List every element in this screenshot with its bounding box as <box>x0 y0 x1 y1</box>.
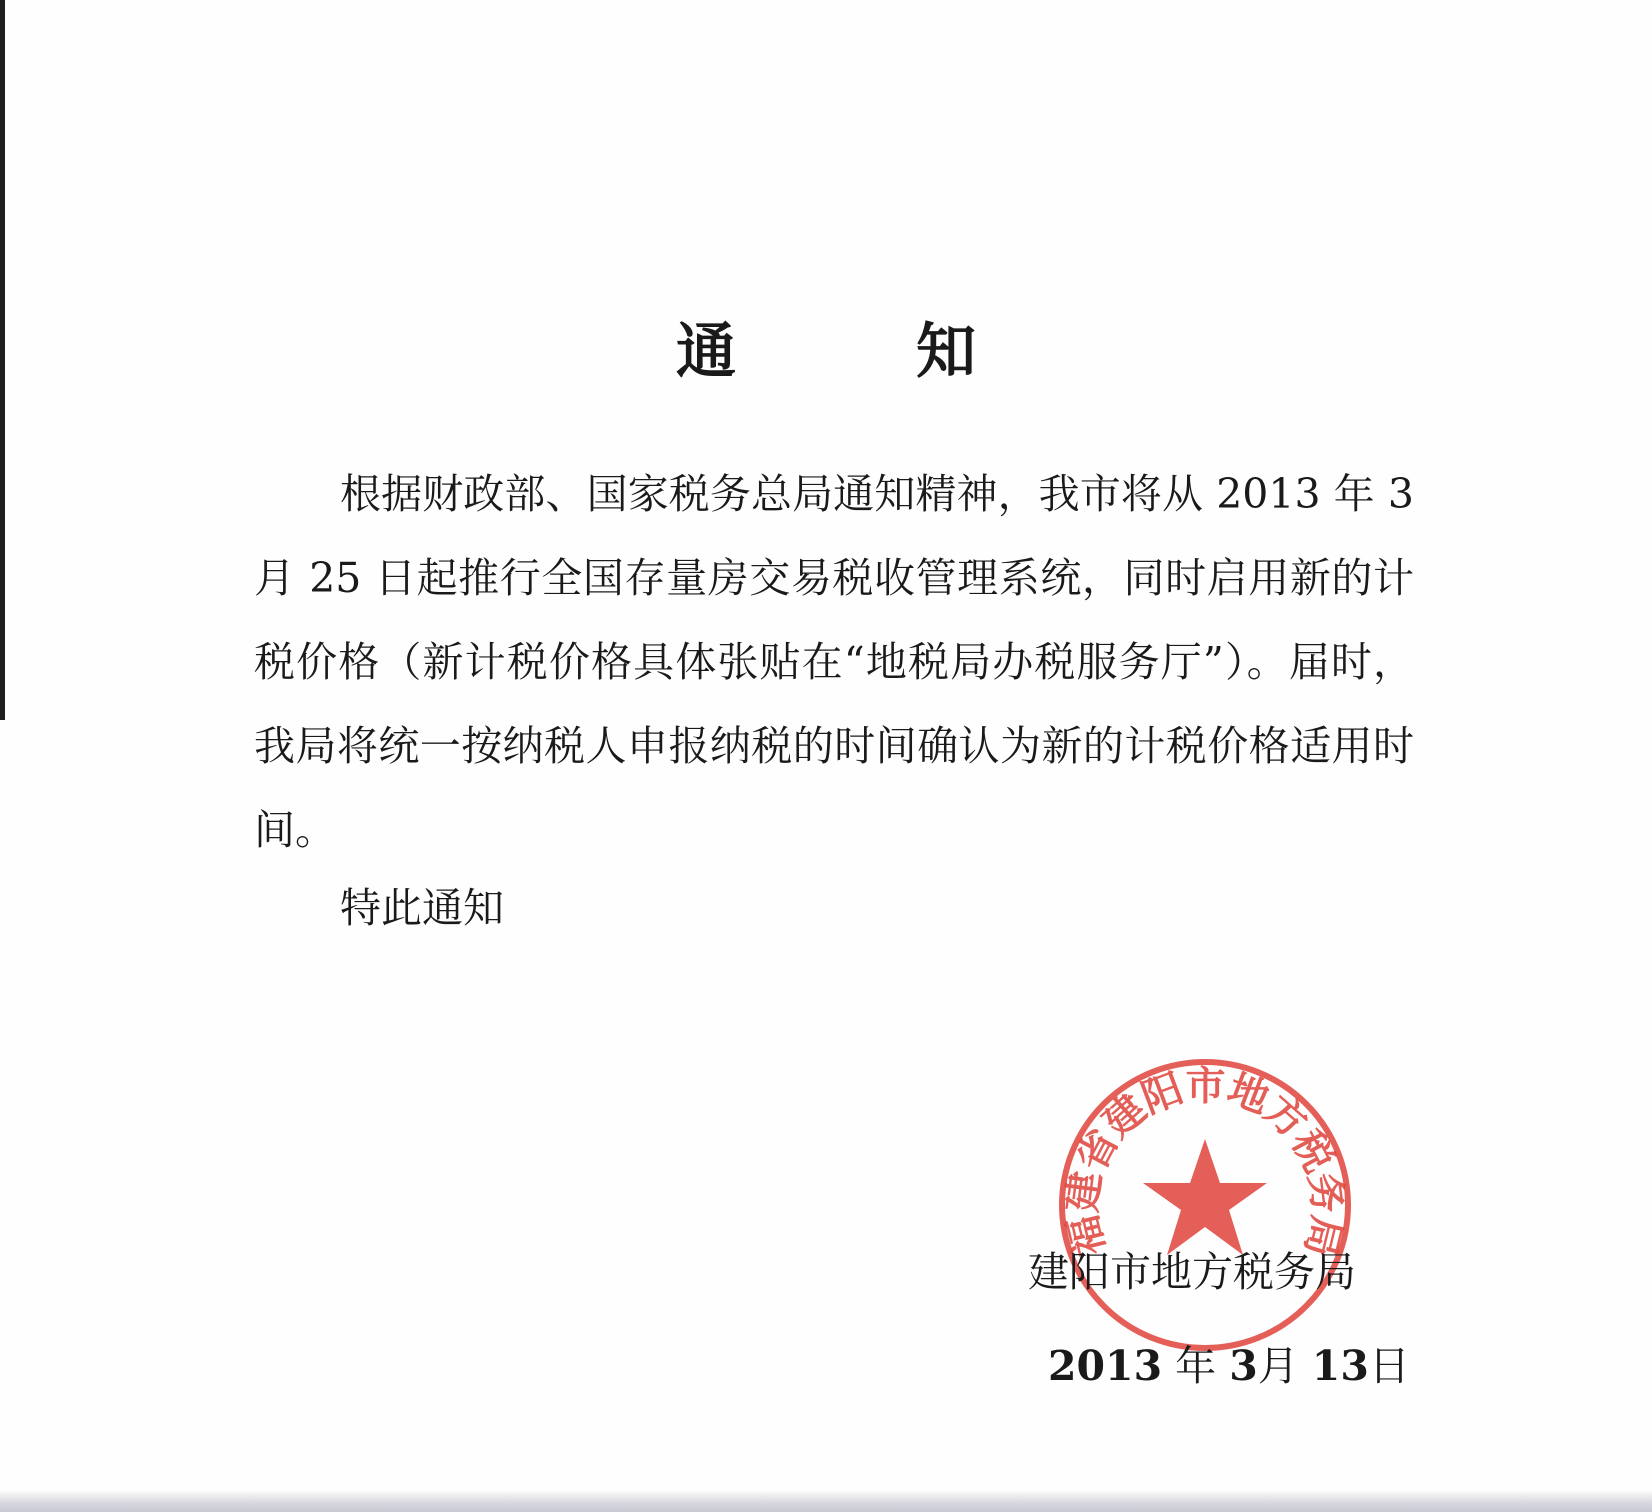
date-month: 3 <box>1229 1342 1258 1390</box>
date-day-unit: 日 <box>1368 1342 1410 1390</box>
date-year-unit: 年 <box>1175 1342 1217 1390</box>
date-day: 13 <box>1311 1342 1369 1390</box>
title-char-1: 通 <box>676 317 736 388</box>
closing-phrase: 特此通知 <box>340 884 504 932</box>
star-icon <box>1143 1139 1267 1255</box>
seal-text: 福建省建阳市地方税务局 <box>1059 1063 1351 1261</box>
scan-edge-bottom <box>0 1490 1652 1512</box>
title-char-2: 知 <box>916 317 976 388</box>
official-seal <box>1055 1055 1355 1355</box>
date-year: 2013 <box>1048 1342 1163 1390</box>
notice-title <box>0 317 1652 388</box>
notice-body: 根据财政部、国家税务总局通知精神，我市将从 2013 年 3 月 25 日起推行全国存量房交易税收管理系统，同时启用新的计税价格（新计税价格具体张贴在“地税局办税服务厅”）。届时，我局将统一按纳税人申报纳税的时间确认为新的计税价格适用时间。 <box>254 470 1414 854</box>
date-month-unit: 月 <box>1257 1342 1299 1390</box>
issue-date <box>1048 1336 1410 1396</box>
issuing-authority: 建阳市地方税务局 <box>1028 1248 1356 1296</box>
